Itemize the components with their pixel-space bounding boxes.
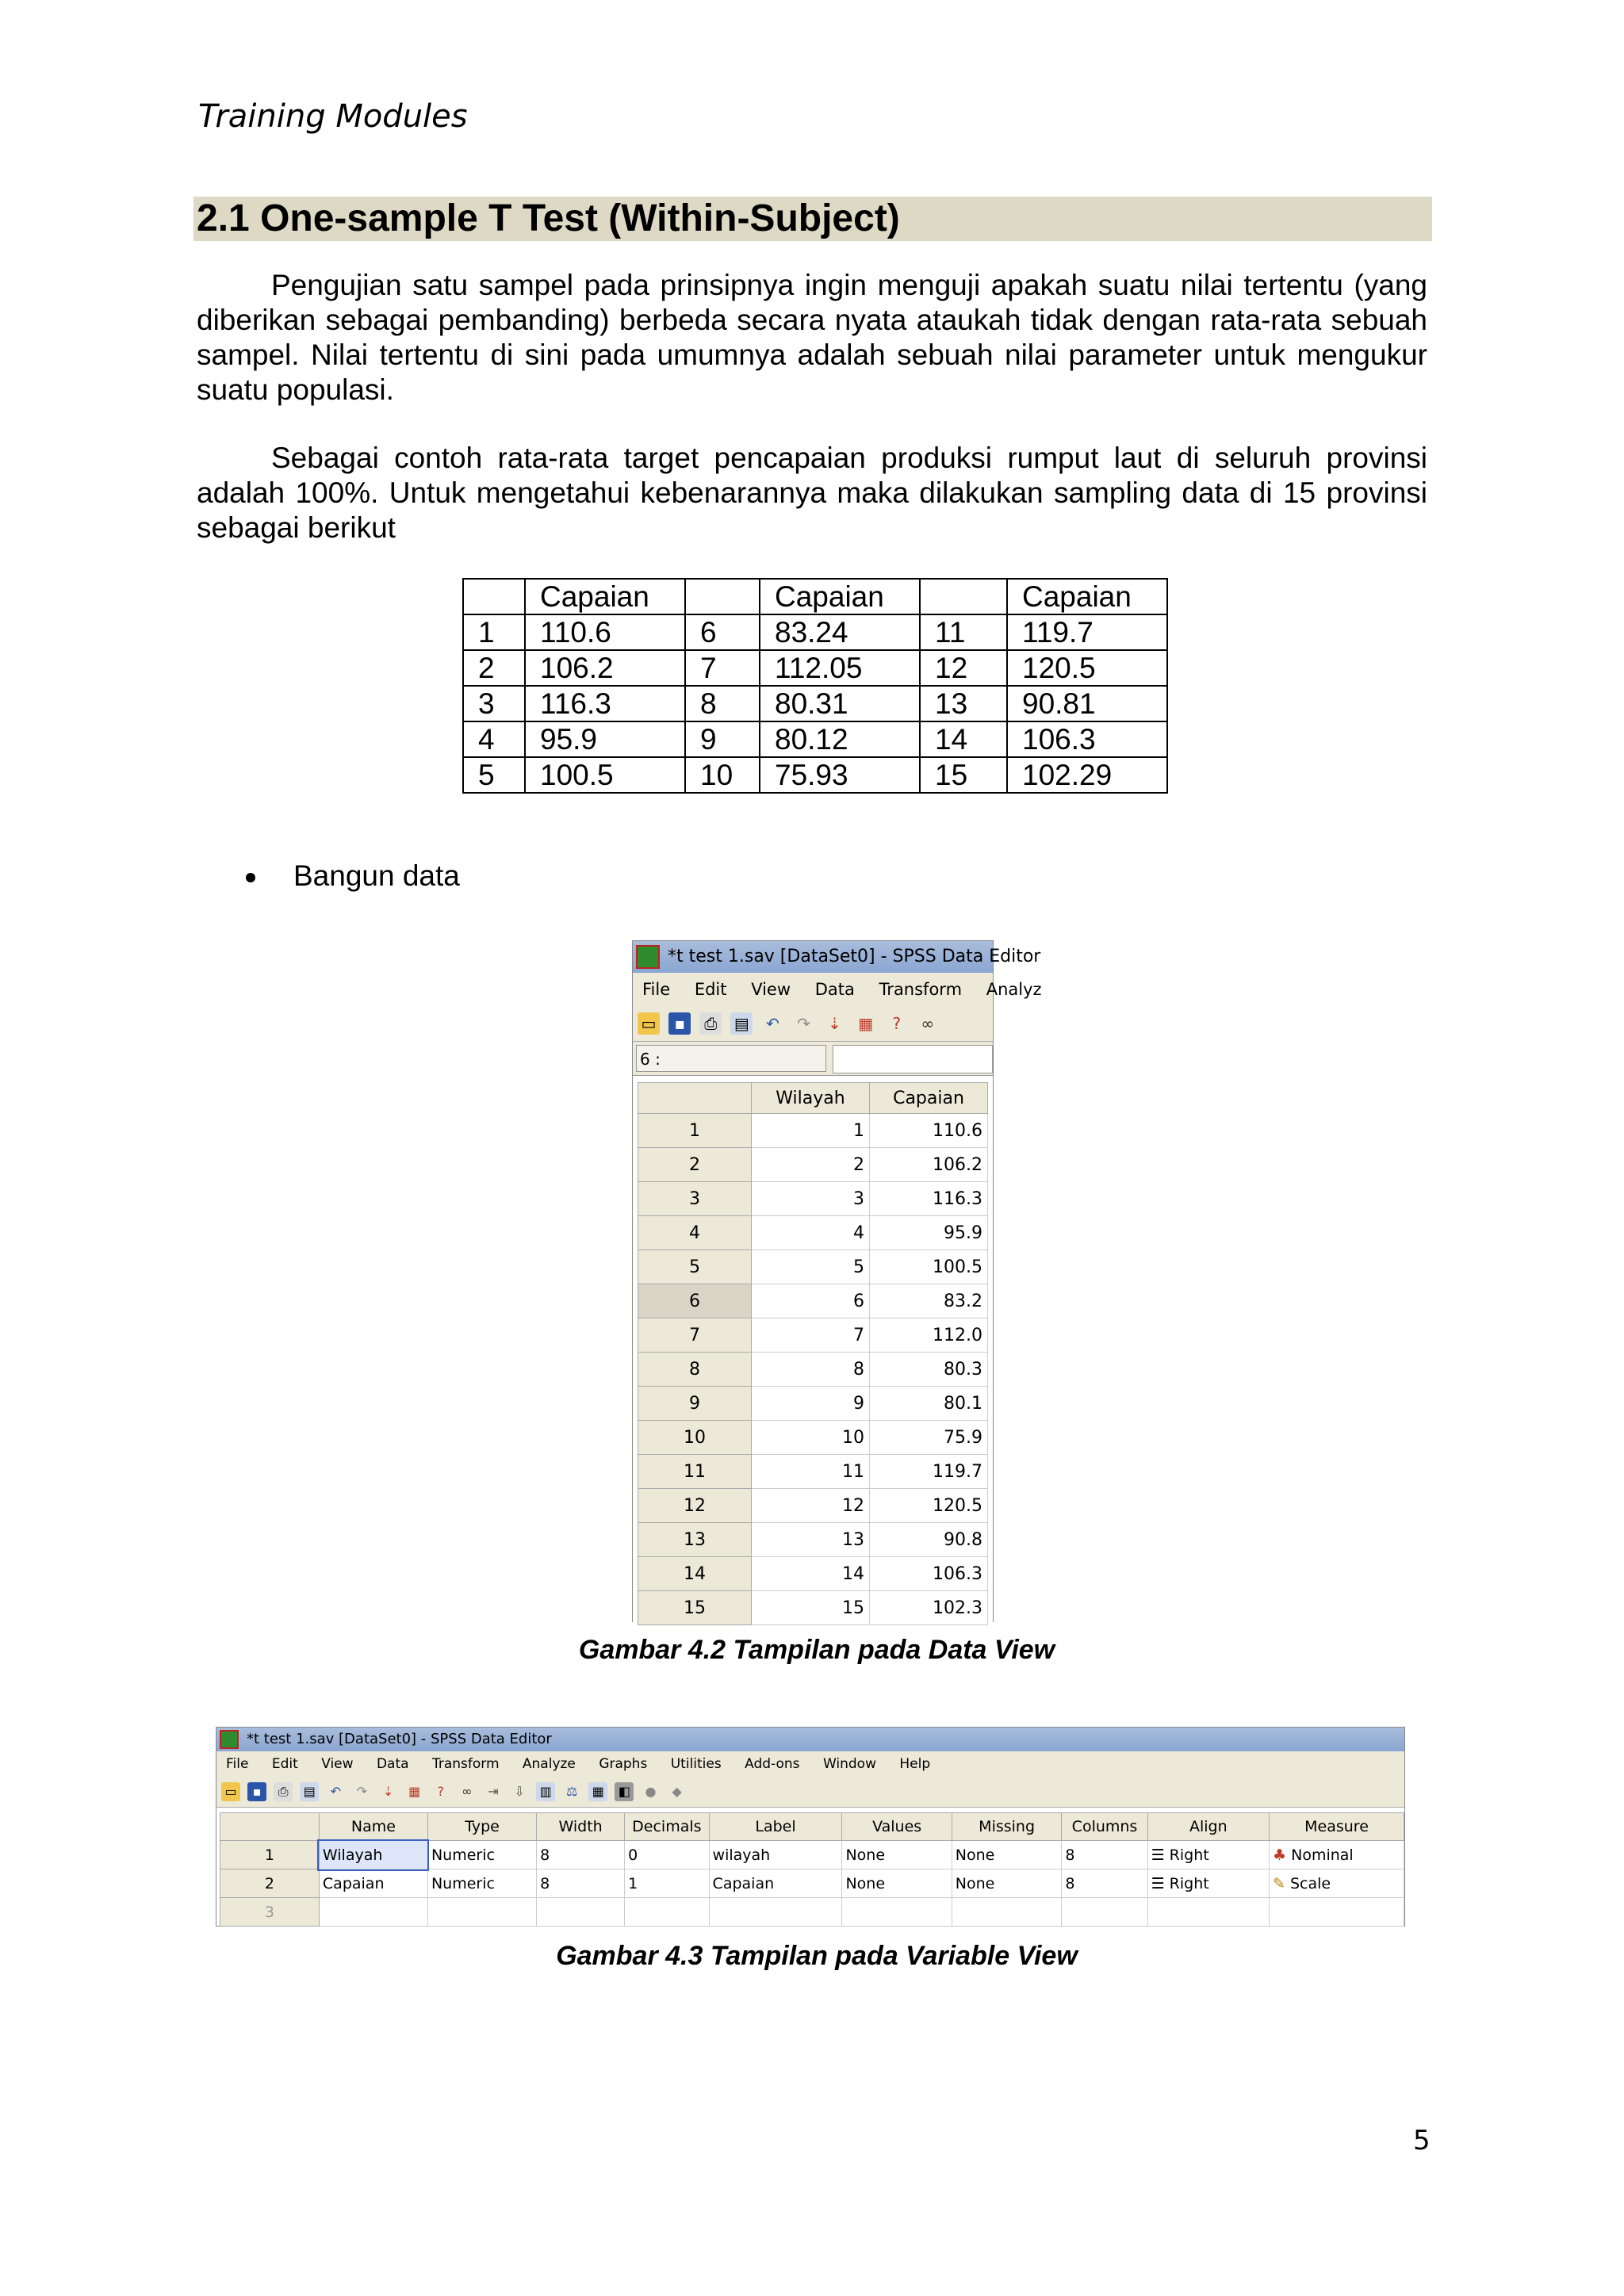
goto-case-icon[interactable]: ⇣ [382,1784,394,1799]
insert-variable-icon[interactable]: ▦ [408,1784,421,1799]
values-cell[interactable] [842,1898,952,1927]
column-header-values[interactable]: Values [842,1813,952,1841]
align-right-icon: ☰ [1151,1846,1170,1864]
data-cell[interactable]: 116.3 [870,1182,988,1216]
paragraph-intro: Pengujian satu sampel pada prinsipnya ingin menguji apakah suatu nilai tertentu (yang diberikan sebagai pembanding) berbeda secara nyata ataukah tidak dengan rata-rata sebuah sampel. Nilai tertentu di sini pada umumnya adalah sebuah nilai parameter untuk mengukur suatu populasi. [197,269,1427,406]
column-header-measure[interactable]: Measure [1270,1813,1404,1841]
columns-cell[interactable] [1062,1898,1147,1927]
menu-edit[interactable]: Edit [694,980,727,999]
table-cell: 9 [685,721,760,757]
data-cell[interactable]: 80.3 [870,1353,988,1387]
save-icon[interactable]: ▪ [668,1012,691,1035]
menu-help[interactable]: Help [899,1756,931,1772]
values-cell[interactable]: None [842,1869,952,1898]
menu-addons[interactable]: Add-ons [745,1756,800,1772]
menu-data[interactable]: Data [814,980,855,999]
table-header-cell [463,579,525,614]
align-cell[interactable] [1147,1841,1269,1869]
table-cell: 116.3 [525,686,685,721]
find-binoculars-icon[interactable]: ∞ [921,1014,935,1033]
align-value: Right [1169,1874,1209,1892]
figure-caption-data-view: Gambar 4.2 Tampilan pada Data View [578,1635,1055,1665]
missing-cell[interactable] [952,1898,1062,1927]
table-cell: 10 [685,757,760,793]
measure-cell[interactable] [1270,1869,1404,1898]
width-cell[interactable]: 8 [537,1841,625,1869]
column-header-label[interactable]: Label [709,1813,842,1841]
table-cell: 1 [463,614,525,650]
window-titlebar [216,1728,1404,1751]
data-cell[interactable]: 100.5 [870,1250,988,1284]
page-number: 5 [1413,2125,1431,2156]
column-header-type[interactable]: Type [427,1813,536,1841]
data-grid [633,1082,993,1625]
open-folder-icon[interactable]: ▭ [221,1782,240,1801]
table-cell: 12 [920,650,1007,686]
label-cell[interactable] [709,1898,842,1927]
table-cell: 75.93 [760,757,920,793]
bullet-text: Bangun data [293,859,460,892]
table-cell: 14 [920,721,1007,757]
toolbar [216,1777,1404,1808]
redo-icon[interactable]: ↷ [356,1784,368,1799]
show-all-variables-icon[interactable]: ◆ [672,1784,682,1799]
figure-caption-variable-view: Gambar 4.3 Tampilan pada Variable View [556,1941,1078,1971]
undo-icon[interactable]: ↶ [765,1014,779,1033]
table-header-cell: Capaian [760,579,920,614]
data-cell[interactable]: 15 [752,1591,870,1625]
table-cell: 3 [463,686,525,721]
data-cell[interactable]: 8 [752,1353,870,1387]
undo-icon[interactable]: ↶ [330,1784,342,1799]
measure-cell[interactable] [1270,1898,1404,1927]
window-title: *t test 1.sav [DataSet0] - SPSS Data Editor [247,1731,552,1747]
table-cell: 102.29 [1007,757,1167,793]
table-row [638,1421,988,1455]
data-cell[interactable]: 13 [752,1523,870,1557]
menu-view[interactable]: View [321,1756,354,1772]
table-row [638,1182,988,1216]
data-cell[interactable]: 106.2 [870,1148,988,1182]
table-cell: 95.9 [525,721,685,757]
scale-ruler-icon: ✎ [1273,1874,1290,1892]
bullet-item [246,859,460,893]
find-binoculars-icon[interactable]: ∞ [462,1784,473,1799]
decimals-cell[interactable] [625,1898,709,1927]
table-row [638,1318,988,1353]
align-right-icon: ☰ [1151,1874,1170,1892]
menu-graphs[interactable]: Graphs [599,1756,648,1772]
redo-icon[interactable]: ↷ [797,1014,810,1033]
data-view-table [638,1082,988,1625]
width-cell[interactable] [537,1898,625,1927]
measure-cell[interactable] [1270,1841,1404,1869]
spss-app-icon [220,1730,239,1749]
table-row [638,1557,988,1591]
data-cell[interactable]: 110.6 [870,1114,988,1148]
table-cell: 2 [463,650,525,686]
name-cell[interactable] [319,1898,427,1927]
data-cell[interactable]: 11 [752,1455,870,1489]
toolbar [633,1006,993,1042]
measure-value: Scale [1290,1874,1331,1892]
cell-value-input[interactable] [833,1045,993,1073]
goto-case-icon[interactable]: ⇣ [828,1014,841,1033]
data-cell[interactable]: 90.8 [870,1523,988,1557]
dialog-recall-icon[interactable]: ▤ [730,1012,753,1035]
use-sets-icon[interactable]: ● [645,1784,657,1799]
menu-file[interactable]: File [226,1756,249,1772]
table-header-cell: Capaian [1007,579,1167,614]
menu-window[interactable]: Window [822,1756,876,1772]
data-cell[interactable]: 83.2 [870,1284,988,1318]
table-row [638,1489,988,1523]
row-header[interactable]: 11 [638,1455,752,1489]
table-row [463,757,1167,793]
data-cell[interactable]: 14 [752,1557,870,1591]
variables-icon[interactable]: ? [437,1784,444,1799]
table-cell: 83.24 [760,614,920,650]
table-row [638,1250,988,1284]
name-cell[interactable]: Wilayah [319,1841,427,1869]
save-icon[interactable]: ▪ [247,1782,266,1801]
table-row [638,1523,988,1557]
row-header[interactable]: 4 [638,1216,752,1250]
table-row [220,1869,1404,1898]
label-cell[interactable]: Capaian [709,1869,842,1898]
table-row [638,1148,988,1182]
running-header: Training Modules [198,98,468,135]
columns-cell[interactable]: 8 [1062,1841,1147,1869]
width-cell[interactable]: 8 [537,1869,625,1898]
capaian-table [462,578,1168,794]
row-header[interactable]: 3 [638,1182,752,1216]
column-header-missing[interactable]: Missing [952,1813,1062,1841]
column-header-align[interactable]: Align [1147,1813,1269,1841]
column-header-columns[interactable]: Columns [1062,1813,1147,1841]
table-row [638,1455,988,1489]
data-cell[interactable]: 80.1 [870,1387,988,1421]
table-cell: 106.2 [525,650,685,686]
table-cell: 7 [685,650,760,686]
dialog-recall-icon[interactable]: ▤ [300,1782,319,1801]
menu-edit[interactable]: Edit [271,1756,298,1772]
open-folder-icon[interactable]: ▭ [638,1012,660,1035]
column-header-capaian[interactable]: Capaian [870,1083,988,1114]
table-cell: 90.81 [1007,686,1167,721]
table-cell: 80.31 [760,686,920,721]
data-cell[interactable]: 1 [752,1114,870,1148]
row-header[interactable]: 10 [638,1421,752,1455]
table-cell: 13 [920,686,1007,721]
data-cell[interactable]: 120.5 [870,1489,988,1523]
table-cell: 15 [920,757,1007,793]
row-header[interactable]: 12 [638,1489,752,1523]
cell-reference: 6 : [636,1045,826,1072]
menu-transform[interactable]: Transform [431,1756,500,1772]
align-value: Right [1169,1846,1209,1864]
table-row [638,1387,988,1421]
table-row [220,1898,1404,1927]
select-cases-icon[interactable]: ▦ [588,1782,607,1801]
data-cell[interactable]: 102.3 [870,1591,988,1625]
window-title: *t test 1.sav [DataSet0] - SPSS Data Editor [668,947,1041,966]
table-header-cell [685,579,760,614]
table-cell: 6 [685,614,760,650]
table-cell: 11 [920,614,1007,650]
print-icon[interactable]: ⎙ [699,1012,722,1035]
table-cell: 119.7 [1007,614,1167,650]
table-row [638,1114,988,1148]
table-cell: 100.5 [525,757,685,793]
section-title: 2.1 One-sample T Test (Within-Subject) [193,197,1432,241]
row-header[interactable]: 8 [638,1353,752,1387]
column-header-wilayah[interactable]: Wilayah [752,1083,870,1114]
column-header-decimals[interactable]: Decimals [625,1813,709,1841]
table-row [638,1284,988,1318]
table-cell: 8 [685,686,760,721]
type-cell[interactable]: Numeric [427,1841,536,1869]
insert-variable-icon[interactable]: ▦ [858,1014,874,1033]
data-cell[interactable]: 7 [752,1318,870,1353]
row-header[interactable]: 14 [638,1557,752,1591]
table-header-cell [920,579,1007,614]
menu-view[interactable]: View [751,980,791,999]
table-cell: 112.05 [760,650,920,686]
column-header-name[interactable]: Name [319,1813,427,1841]
data-cell[interactable]: 9 [752,1387,870,1421]
menu-utilities[interactable]: Utilities [670,1756,722,1772]
table-header-cell: Capaian [525,579,685,614]
row-header[interactable]: 1 [638,1114,752,1148]
menubar [216,1751,1404,1777]
corner-cell [220,1813,320,1841]
variable-view-table [220,1812,1404,1927]
data-cell[interactable]: 10 [752,1421,870,1455]
align-cell[interactable] [1147,1898,1269,1927]
table-row [638,1591,988,1625]
menu-data[interactable]: Data [376,1756,409,1772]
menu-analyze[interactable]: Analyze [522,1756,576,1772]
row-header[interactable]: 2 [220,1869,320,1898]
table-row [463,721,1167,757]
table-cell: 120.5 [1007,650,1167,686]
corner-cell [638,1083,752,1114]
nominal-icon: ♣ [1273,1846,1292,1864]
data-cell[interactable]: 95.9 [870,1216,988,1250]
decimals-cell[interactable]: 0 [625,1841,709,1869]
table-row [463,686,1167,721]
split-file-grid-icon[interactable]: ▥ [536,1782,555,1801]
table-cell: 80.12 [760,721,920,757]
print-icon[interactable]: ⎙ [274,1782,293,1801]
split-file-icon[interactable]: ⇩ [514,1784,525,1799]
value-labels-icon[interactable]: ◧ [615,1782,634,1801]
columns-cell[interactable]: 8 [1062,1869,1147,1898]
table-cell: 110.6 [525,614,685,650]
window-titlebar [633,941,1041,973]
data-cell[interactable]: 112.0 [870,1318,988,1353]
bullet-dot-icon [246,873,255,882]
column-header-width[interactable]: Width [537,1813,625,1841]
table-row [463,614,1167,650]
table-header-row [463,579,1167,614]
type-cell[interactable] [427,1898,536,1927]
row-header[interactable]: 7 [638,1318,752,1353]
missing-cell[interactable]: None [952,1869,1062,1898]
type-cell[interactable]: Numeric [427,1869,536,1898]
values-cell[interactable]: None [842,1841,952,1869]
spss-data-view-window [632,940,1042,1622]
data-cell[interactable]: 4 [752,1216,870,1250]
paragraph-example: Sebagai contoh rata-rata target pencapaian produksi rumput laut di seluruh provinsi adalah 100%. Untuk mengetahui kebenarannya maka dilakukan sampling data di 15 provinsi sebagai berikut [197,442,1427,544]
table-cell: 5 [463,757,525,793]
row-header[interactable]: 5 [638,1250,752,1284]
data-cell[interactable]: 75.9 [870,1421,988,1455]
row-header[interactable]: 2 [638,1148,752,1182]
table-row [638,1353,988,1387]
menu-analyze[interactable]: Analyz [986,980,1042,999]
missing-cell[interactable]: None [952,1841,1062,1869]
table-row [463,650,1167,686]
align-cell[interactable] [1147,1869,1269,1898]
spss-app-icon [636,945,660,969]
table-row [638,1216,988,1250]
menu-transform[interactable]: Transform [879,980,963,999]
data-cell[interactable]: 106.3 [870,1557,988,1591]
row-header-selected[interactable]: 6 [638,1284,752,1318]
data-cell[interactable]: 5 [752,1250,870,1284]
measure-value: Nominal [1291,1846,1354,1864]
data-cell[interactable]: 12 [752,1489,870,1523]
insert-cases-icon[interactable]: ⇥ [488,1784,499,1799]
row-header[interactable]: 15 [638,1591,752,1625]
spss-variable-view-window [216,1727,1405,1927]
label-cell[interactable]: wilayah [709,1841,842,1869]
name-cell[interactable]: Capaian [319,1869,427,1898]
row-header[interactable]: 13 [638,1523,752,1557]
menubar [633,973,1042,1006]
row-header[interactable]: 3 [220,1898,320,1927]
decimals-cell[interactable]: 1 [625,1869,709,1898]
cell-reference-bar [633,1042,993,1076]
row-header[interactable]: 1 [220,1841,320,1869]
menu-file[interactable]: File [642,980,671,999]
data-cell[interactable]: 6 [752,1284,870,1318]
data-cell[interactable]: 119.7 [870,1455,988,1489]
data-cell[interactable]: 3 [752,1182,870,1216]
data-cell[interactable]: 2 [752,1148,870,1182]
table-cell: 4 [463,721,525,757]
table-row [220,1841,1404,1869]
weight-cases-icon[interactable]: ⚖ [566,1784,578,1799]
row-header[interactable]: 9 [638,1387,752,1421]
table-cell: 106.3 [1007,721,1167,757]
variables-icon[interactable]: ? [892,1014,902,1033]
